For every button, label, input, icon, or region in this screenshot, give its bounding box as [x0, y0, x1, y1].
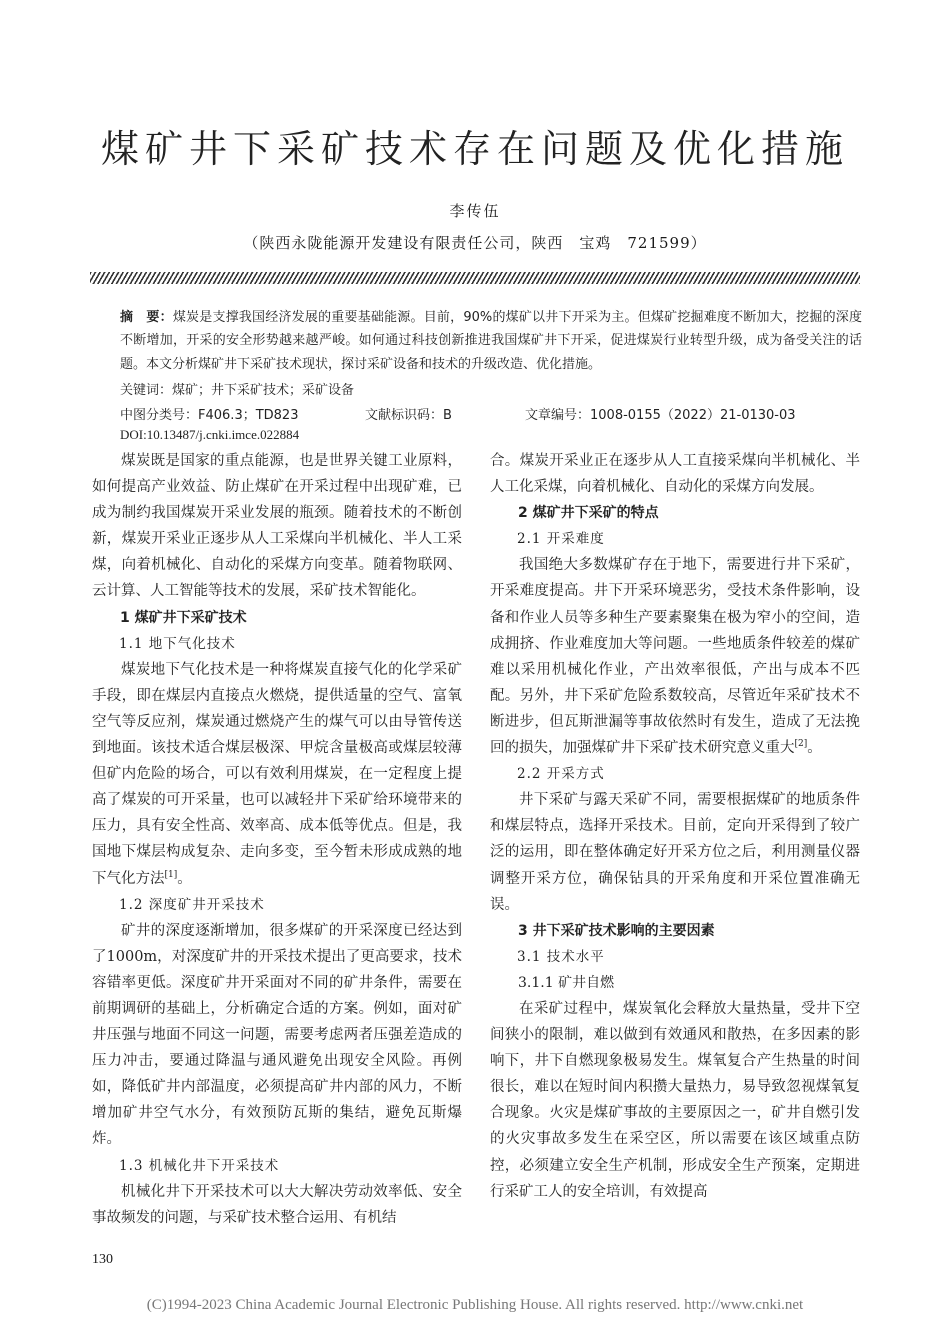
article-number — [525, 404, 796, 423]
abstract-text: 煤炭是支撑我国经济发展的重要基础能源。目前，90%的煤矿以井下开采为主。但煤矿挖掘难度不断加大，挖掘的深度不断增加，开采的安全形势越来越严峻。如何通过科技创新推进我国煤矿井下开采，促进煤炭行业转型升级，成为备受关注的话题。本文分析煤矿井下采矿技术现状，探讨采矿设备和技术的升级改造、优化措施。 — [120, 310, 862, 372]
subsection-heading-1-1: 1.1 地下气化技术 — [119, 635, 236, 652]
section-heading-2: 2 煤矿井下采矿的特点 — [518, 505, 659, 522]
paragraph-1-2: 矿井的深度逐渐增加，很多煤矿的开采深度已经达到了1000m，对深度矿井的开采技术提出了更高要求，技术容错率更低。深度矿井开采面对不同的矿井条件，需要在前期调研的基础上，分析确定合适的方案。例如，面对矿井压强与地面不同这一问题，需要考虑两者压强差造成的压力冲击，要通过降温与通风避免出现安全风险。再例如，降低矿井内部温度，必须提高矿井内部的风力，不断增加矿井空气水分，有效预防瓦斯的集结，避免瓦斯爆炸。 — [92, 922, 462, 1148]
abstract-label: 摘 要： — [120, 310, 173, 325]
keywords-label: 关键词： — [120, 383, 173, 398]
citation-1: [1] — [164, 869, 178, 880]
subsection-heading-3-1: 3.1 技术水平 — [517, 948, 605, 965]
paragraph-3-1-1: 在采矿过程中，煤炭氧化会释放大量热量，受井下空间狭小的限制，难以做到有效通风和散热，在多因素的影响下，井下自燃现象极易发生。煤氧复合产生热量的时间很长，难以在短时间内积攒大量热力，易导致忽视煤氧复合现象。火灾是煤矿事故的主要原因之一，矿井自燃引发的火灾事故多发生在采空区，所以需要在该区域重点防控，必须建立安全生产机制，形成安全生产预案，定期进行采矿工人的安全培训，有效提高 — [490, 1000, 860, 1200]
clc-value: F406.3；TD823 — [198, 408, 299, 423]
paragraph-1-3: 机械化井下开采技术可以大大解决劳动效率低、安全事故频发的问题，与采矿技术整合运用、有机结 — [92, 1183, 462, 1226]
keywords — [120, 379, 354, 398]
section-divider — [90, 272, 860, 284]
author-affiliation: （陕西永陇能源开发建设有限责任公司，陕西 宝鸡 721599） — [243, 234, 707, 252]
paragraph-2-1-text: 我国绝大多数煤矿存在于地下，需要进行井下采矿，开采难度提高。井下开采环境恶劣，受技术条件影响，设备和作业人员等多种生产要素聚集在极为窄小的空间，造成拥挤、作业难度加大等问题。一些地质条件较差的煤矿难以采用机械化作业，产出效率很低，产出与成本不匹配。另外，井下采矿危险系数较高，尽管近年采矿技术不断进步，但瓦斯泄漏等事故依然时有发生，造成了无法挽回的损失，加强煤矿井下采矿技术研究意义重大 — [490, 557, 860, 757]
author-name: 李传伍 — [449, 202, 501, 220]
page-number: 130 — [92, 1252, 113, 1267]
subsection-heading-2-2: 2.2 开采方式 — [517, 766, 605, 783]
paragraph-1-1-end: 。 — [177, 870, 192, 887]
continued-paragraph: 合。煤炭开采业正在逐步从人工直接采煤向半机械化、半人工化采煤，向着机械化、自动化的采煤方向发展。 — [490, 453, 860, 496]
intro-paragraph: 煤炭既是国家的重点能源，也是世界关键工业原料，如何提高产业效益、防止煤矿在开采过程中出现矿难，已成为制约我国煤炭开采业发展的瓶颈。随着技术的不断创新，煤炭开采业正逐步从人工采煤向半机械化、半人工采煤，向着机械化、自动化的采煤方向变革。随着物联网、云计算、人工智能等技术的发展，采矿技术智能化。 — [92, 453, 462, 600]
copyright-footer: (C)1994-2023 China Academic Journal Electronic Publishing House. All rights reserved. http://www.cnki.net — [146, 1297, 804, 1313]
doc-code-value: B — [443, 408, 452, 423]
doc-code-label: 文献标识码： — [365, 408, 444, 423]
keywords-text: 煤矿；井下采矿技术；采矿设备 — [172, 383, 355, 398]
article-no-value: 1008-0155（2022）21-0130-03 — [590, 408, 796, 423]
section-heading-3: 3 井下采矿技术影响的主要因素 — [518, 922, 715, 939]
paragraph-1-1 — [92, 657, 462, 892]
abstract — [120, 306, 862, 376]
paper-title: 煤矿井下采矿技术存在问题及优化措施 — [100, 127, 849, 171]
paragraph-2-1 — [490, 552, 860, 761]
paragraph-1-1-text: 煤炭地下气化技术是一种将煤炭直接气化的化学采矿手段，即在煤层内直接点火燃烧，提供适量的空气、富氧空气等反应剂，煤炭通过燃烧产生的煤气可以由导管传送到地面。该技术适合煤层极深、甲烷含量极高或煤层较薄但矿内危险的场合，可以有效利用煤炭，在一定程度上提高了煤炭的可开采量，也可以减轻井下采矿给环境带来的压力，具有安全性高、效率高、成本低等优点。但是，我国地下煤层构成复杂、走向多变，至今暂未形成成熟的地下气化方法 — [92, 661, 462, 887]
subsection-heading-2-1: 2.1 开采难度 — [517, 531, 605, 548]
subsection-heading-1-2: 1.2 深度矿井开采技术 — [119, 896, 265, 913]
classification-number — [120, 404, 298, 423]
article-no-label: 文章编号： — [525, 408, 591, 423]
paragraph-2-2: 井下采矿与露天采矿不同，需要根据煤矿的地质条件和煤层特点，选择开采技术。目前，定向开采得到了较广泛的运用，即在整体确定好开采方位之后，利用测量仪器调整开采方位，确保钻具的开采角度和开采位置准确无误。 — [490, 792, 860, 913]
right-column — [490, 448, 860, 1205]
doi: DOI:10.13487/j.cnki.imce.022884 — [120, 427, 300, 442]
document-code — [365, 404, 452, 423]
left-column — [92, 448, 462, 1231]
paragraph-2-1-end: 。 — [807, 740, 822, 757]
subsection-heading-1-3: 1.3 机械化井下开采技术 — [119, 1157, 280, 1174]
subsection-heading-3-1-1: 3.1.1 矿井自燃 — [518, 974, 615, 991]
section-heading-1: 1 煤矿井下采矿技术 — [120, 609, 247, 626]
citation-2: [2] — [794, 739, 808, 750]
clc-label: 中图分类号： — [120, 408, 199, 423]
